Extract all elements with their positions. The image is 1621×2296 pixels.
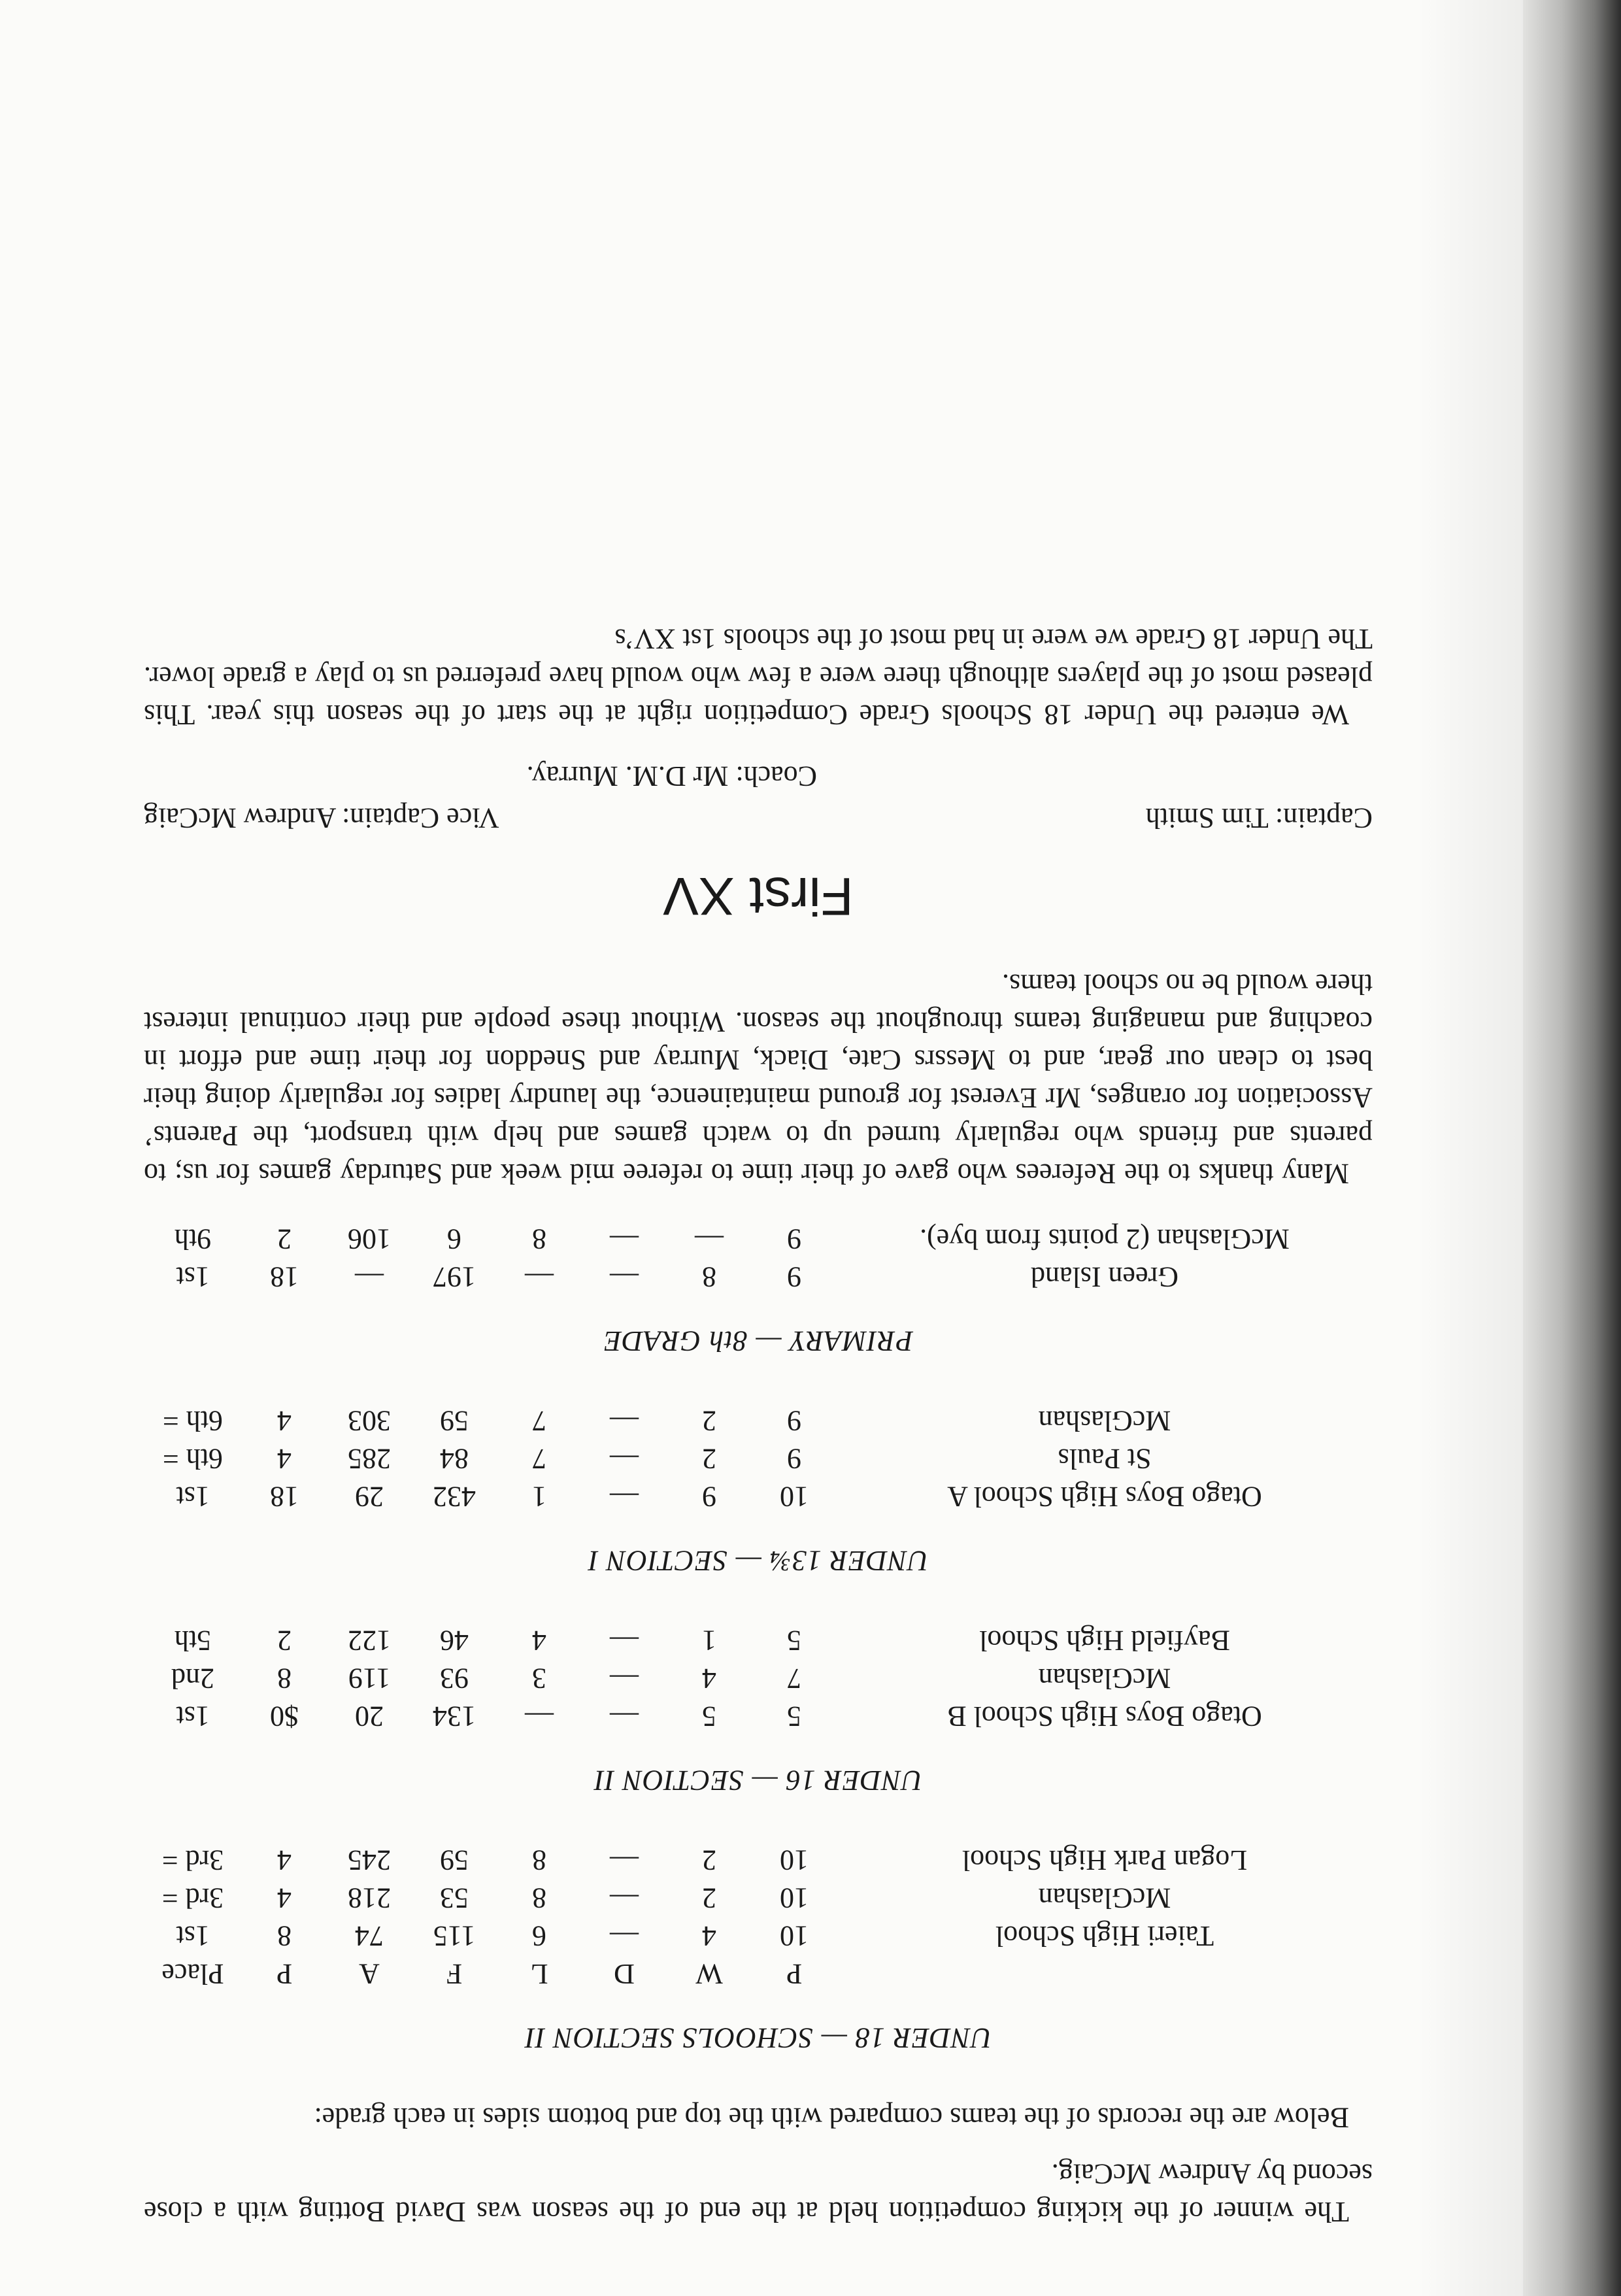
first-xv-heading: First XV: [663, 866, 854, 926]
table-row: [144, 1220, 1373, 1258]
table-row: [144, 1621, 1373, 1659]
lost: 1: [532, 1481, 546, 1513]
spacer: [144, 1192, 1373, 1213]
played: 9: [787, 1223, 801, 1255]
place: 3rd =: [161, 1882, 224, 1914]
competition-points: 18: [270, 1261, 299, 1293]
coach: Coach: Mr D.M. Murray.: [526, 760, 817, 792]
place: 1st: [176, 1261, 210, 1293]
place: 2nd: [171, 1663, 214, 1695]
points-against: 74: [355, 1920, 384, 1952]
team-name: Taieri High School: [995, 1920, 1214, 1952]
points-for: 115: [433, 1920, 476, 1952]
team-name: St Pauls: [1058, 1443, 1152, 1475]
header-points: P: [276, 1958, 293, 1990]
points-against: 303: [348, 1405, 391, 1437]
won: 8: [702, 1261, 716, 1293]
standings-table: [144, 1621, 1373, 1735]
thanks-paragraph: Many thanks to the Referees who gave of their time to referee mid week and Saturday games for us; to parents and friends who regularly turned up to watch games and help with transport, the Parents’ Association for oranges, Mr Everest for ground maintainence, the laundry ladies for regularly doing their best to clean our gear, and to Messrs Cate, Diack, Murray and Sneddon for their time and effort in coaching and managing teams throughout the season. Without these people and their continual interest there would be no school teams.: [144, 968, 1373, 1190]
table-row: [144, 1841, 1373, 1879]
team-name: Otago Boys High School A: [947, 1481, 1262, 1513]
competition-points: $0: [270, 1700, 299, 1732]
competition-points: 4: [277, 1882, 292, 1914]
vice-captain: Vice Captain: Andrew McCaig: [144, 802, 499, 834]
points-against: 218: [348, 1882, 391, 1914]
team-name: McGlashan: [1038, 1663, 1171, 1695]
standings-table: [144, 1402, 1373, 1515]
table-row: [144, 1659, 1373, 1697]
points-for: 59: [440, 1405, 469, 1437]
lost: 8: [532, 1223, 546, 1255]
table-row: [144, 1402, 1373, 1440]
competition-points: 2: [277, 1223, 292, 1255]
place: 6th =: [162, 1405, 224, 1437]
won: 5: [702, 1700, 716, 1732]
played: 5: [787, 1625, 801, 1657]
drawn: —: [610, 1663, 639, 1695]
place: 3rd =: [161, 1844, 224, 1876]
officials-line: [144, 799, 1373, 837]
lost: 7: [532, 1405, 546, 1437]
points-against: 119: [348, 1663, 391, 1695]
won: 1: [702, 1625, 716, 1657]
drawn: —: [610, 1882, 639, 1914]
played: 7: [787, 1663, 801, 1695]
place: 1st: [176, 1920, 210, 1952]
lost: 8: [532, 1844, 546, 1876]
competition-points: 8: [277, 1663, 292, 1695]
won: 2: [702, 1443, 716, 1475]
points-against: 106: [348, 1223, 391, 1255]
points-for: 84: [440, 1443, 469, 1475]
competition-points: 4: [277, 1844, 292, 1876]
points-against: 245: [348, 1844, 391, 1876]
points-against: 122: [348, 1625, 391, 1657]
header-won: W: [695, 1958, 723, 1990]
lost: 4: [532, 1625, 546, 1657]
competition-points: 18: [270, 1481, 299, 1513]
section-title: UNDER 16 — SECTION II: [593, 1764, 923, 1797]
won: 9: [702, 1481, 716, 1513]
standings-table: [144, 1220, 1373, 1296]
place: 5th: [174, 1625, 212, 1657]
captain: Captain: Tim Smith: [1145, 802, 1373, 834]
played: 9: [787, 1261, 801, 1293]
points-for: 134: [433, 1700, 476, 1732]
competition-points: 8: [277, 1920, 292, 1952]
lost: 7: [532, 1443, 546, 1475]
competition-points: 2: [277, 1625, 292, 1657]
points-against: —: [355, 1261, 384, 1293]
drawn: —: [610, 1443, 639, 1475]
table-row: [144, 1440, 1373, 1477]
records-paragraph: Below are the records of the teams compared with the top and bottom sides in each grade:: [314, 2102, 1349, 2134]
played: 10: [780, 1844, 809, 1876]
header-for: F: [446, 1958, 463, 1990]
played: 10: [780, 1882, 809, 1914]
header-drawn: D: [614, 1958, 635, 1990]
played: 10: [780, 1481, 809, 1513]
points-for: 432: [433, 1481, 476, 1513]
team-name: Bayfield High School: [979, 1625, 1230, 1657]
points-for: 46: [440, 1625, 469, 1657]
won: 4: [702, 1663, 716, 1695]
table-row: [144, 1697, 1373, 1735]
played: 9: [787, 1405, 801, 1437]
points-against: 20: [355, 1700, 384, 1732]
place: 1st: [176, 1700, 210, 1732]
won: 2: [702, 1882, 716, 1914]
drawn: —: [610, 1700, 639, 1732]
points-for: 59: [440, 1844, 469, 1876]
table-row: [144, 1917, 1373, 1955]
first-xv-paragraph: We entered the Under 18 Schools Grade Competition right at the start of the season this year. This pleased most of the players although there were a few who would have preferred us to play a grade lower. The Under 18 Grade we were in had most of the schools 1st XV’s: [144, 623, 1373, 731]
table-header-row: [144, 1955, 1373, 1993]
table-row: [144, 1258, 1373, 1296]
won: —: [695, 1223, 724, 1255]
team-name: Green Island: [1031, 1261, 1179, 1293]
section-title: UNDER 13¾ — SECTION I: [588, 1545, 929, 1577]
kicking-paragraph: The winner of the kicking competition held at the end of the season was David Botting with a close second by Andrew McCaig.: [144, 2158, 1373, 2228]
lost: 6: [532, 1920, 546, 1952]
table-row: [144, 1879, 1373, 1917]
points-against: 29: [355, 1481, 384, 1513]
lost: 8: [532, 1882, 546, 1914]
drawn: —: [610, 1481, 639, 1513]
points-for: 197: [433, 1261, 476, 1293]
team-name: Otago Boys High School B: [947, 1700, 1262, 1732]
competition-points: 4: [277, 1443, 292, 1475]
drawn: —: [610, 1405, 639, 1437]
drawn: —: [610, 1844, 639, 1876]
team-name: McGlashan: [1038, 1405, 1171, 1437]
points-for: 53: [440, 1882, 469, 1914]
team-name: McGlashan: [1038, 1882, 1171, 1914]
won: 2: [702, 1405, 716, 1437]
drawn: —: [610, 1920, 639, 1952]
place: 1st: [176, 1481, 210, 1513]
competition-points: 4: [277, 1405, 292, 1437]
points-against: 285: [348, 1443, 391, 1475]
played: 10: [780, 1920, 809, 1952]
standings-table: [144, 1841, 1373, 1993]
won: 4: [702, 1920, 716, 1952]
team-name: Logan Park High School: [961, 1844, 1248, 1876]
lost: —: [525, 1700, 554, 1732]
header-team: [837, 1955, 1373, 1993]
points-for: 6: [447, 1223, 461, 1255]
points-for: 93: [440, 1663, 469, 1695]
table-row: [144, 1477, 1373, 1515]
lost: —: [525, 1261, 554, 1293]
header-played: P: [786, 1958, 803, 1990]
header-lost: L: [530, 1958, 548, 1990]
played: 9: [787, 1443, 801, 1475]
section-title: UNDER 18 — SCHOOLS SECTION II: [524, 2022, 992, 2054]
won: 2: [702, 1844, 716, 1876]
drawn: —: [610, 1261, 639, 1293]
lost: 3: [532, 1663, 546, 1695]
drawn: —: [610, 1625, 639, 1657]
text-column: [144, 601, 1373, 2231]
header-against: A: [359, 1958, 380, 1990]
played: 5: [787, 1700, 801, 1732]
section-title: PRIMARY — 8th GRADE: [603, 1325, 914, 1357]
header-place: Place: [161, 1958, 224, 1990]
drawn: —: [610, 1223, 639, 1255]
team-name: McGlashan (2 points from bye).: [920, 1223, 1290, 1255]
place: 6th =: [162, 1443, 224, 1475]
place: 9th: [174, 1223, 212, 1255]
